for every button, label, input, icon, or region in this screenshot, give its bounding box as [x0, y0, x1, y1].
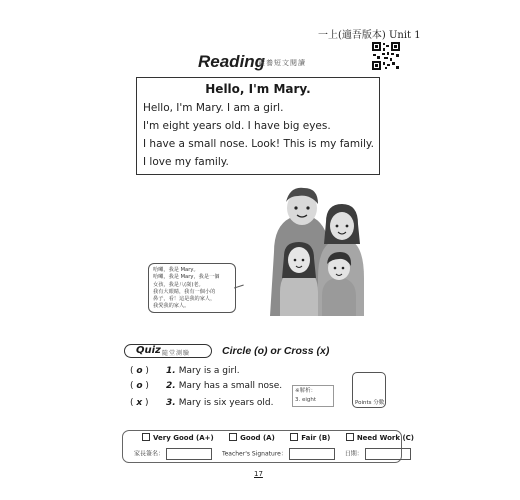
grade-option-label: Need Work (C) [356, 434, 414, 442]
signature-row [134, 448, 419, 460]
checkbox[interactable] [346, 433, 354, 441]
quiz-item [130, 381, 282, 391]
answer-mark: o [136, 366, 143, 376]
reading-line: I'm eight years old. I have big eyes. [143, 120, 331, 132]
parent-signature-field[interactable] [166, 448, 212, 460]
bubble-line: 鼻子，看！這是我的家人， [153, 296, 216, 303]
teacher-signature-field[interactable] [289, 448, 335, 460]
reading-subtitle: 素養短文閱讀 [258, 59, 306, 67]
page-number: 17 [254, 470, 263, 478]
grade-options [142, 433, 427, 442]
question-number: 2. [166, 381, 176, 391]
date-field[interactable] [365, 448, 411, 460]
grade-option-fair[interactable] [290, 434, 330, 442]
question-number: 3. [166, 398, 176, 408]
date-label: 日期： [344, 450, 363, 458]
grade-option-need-work[interactable] [346, 434, 414, 442]
note-title: ※解析： [295, 388, 317, 394]
checkbox[interactable] [229, 433, 237, 441]
answer-mark: x [136, 398, 143, 408]
bubble-line: 哈囉，我是 Mary。 [153, 267, 199, 273]
quiz-subtitle: 隨堂測驗 [162, 350, 191, 357]
reading-title: Reading [198, 52, 266, 71]
quiz-item [130, 366, 240, 376]
question-number: 1. [166, 366, 176, 376]
quiz-label: Quiz [136, 345, 161, 356]
reading-heading: Hello, I'm Mary. [205, 82, 311, 96]
reading-passage-box [136, 77, 380, 175]
qr-code-icon[interactable] [372, 42, 400, 70]
question-text: Mary is six years old. [178, 398, 274, 408]
bubble-line: 我愛我的家人。 [153, 303, 190, 310]
answer-note-box [292, 385, 334, 407]
grade-option-label: Good (A) [240, 434, 275, 442]
note-text: 3. eight [295, 397, 317, 403]
answer-slot[interactable]: ( x ) [130, 398, 149, 408]
question-text: Mary has a small nose. [178, 381, 283, 391]
reading-line: I love my family. [143, 156, 229, 168]
reading-line: I have a small nose. Look! This is my family. [143, 138, 374, 150]
bubble-line: 女孩，我是八(歲)老。 [153, 281, 204, 288]
grade-option-label: Very Good (A+) [153, 434, 214, 442]
teacher-signature-label: Teacher's Signature： [221, 450, 287, 458]
bubble-line: 哈囉，我是 Mary，我是一個 [153, 274, 220, 281]
answer-slot[interactable]: ( o ) [130, 381, 149, 391]
answer-slot[interactable]: ( o ) [130, 366, 149, 376]
unit-label: 一上(適吾版本) Unit 1 [318, 30, 421, 41]
bubble-line: 我有大眼睛，我有一個小的 [153, 288, 216, 295]
speech-bubble [148, 263, 236, 313]
grade-option-very-good[interactable] [142, 434, 214, 442]
family-illustration [260, 182, 368, 316]
checkbox[interactable] [142, 433, 150, 441]
grade-option-good[interactable] [229, 434, 275, 442]
checkbox[interactable] [290, 433, 298, 441]
grade-option-label: Fair (B) [301, 434, 331, 442]
reading-line: Hello, I'm Mary. I am a girl. [143, 102, 284, 114]
points-label: Points 分數 [355, 400, 385, 406]
quiz-item [130, 398, 274, 408]
parent-signature-label: 家長簽名： [134, 450, 165, 458]
question-text: Mary is a girl. [178, 366, 240, 376]
answer-mark: o [136, 381, 143, 391]
quiz-instruction: Circle (o) or Cross (x) [222, 345, 330, 357]
